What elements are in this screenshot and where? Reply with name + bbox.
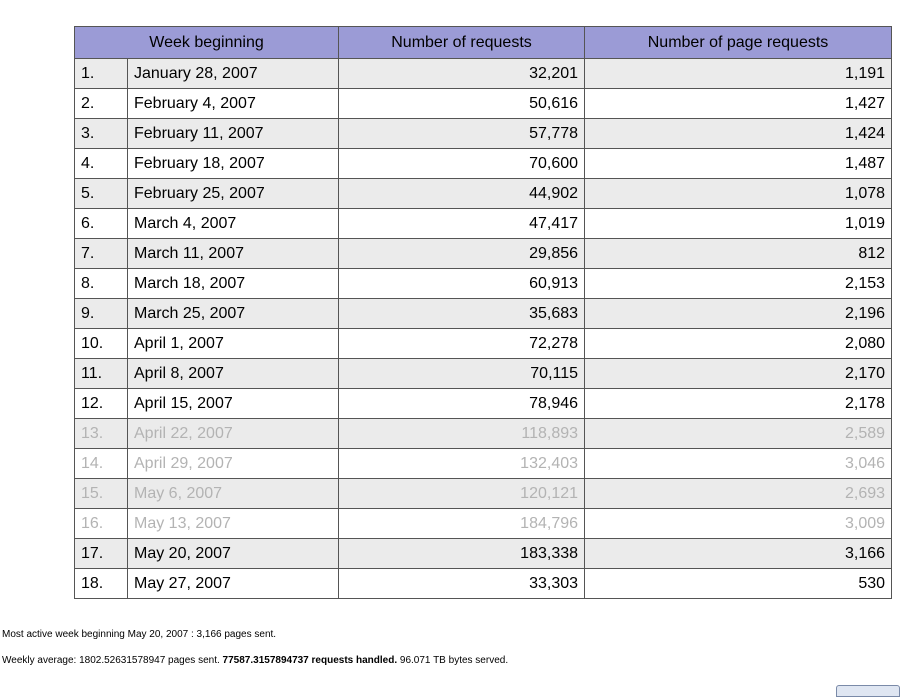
table-row bbox=[75, 479, 892, 509]
week-beginning-cell: April 8, 2007 bbox=[128, 359, 339, 389]
week-beginning-cell: February 18, 2007 bbox=[128, 149, 339, 179]
row-index: 14. bbox=[75, 449, 128, 479]
page-requests-cell: 3,046 bbox=[585, 449, 892, 479]
page-requests-cell: 812 bbox=[585, 239, 892, 269]
page-requests-cell: 3,009 bbox=[585, 509, 892, 539]
week-beginning-cell: February 25, 2007 bbox=[128, 179, 339, 209]
row-index: 2. bbox=[75, 89, 128, 119]
table-row bbox=[75, 329, 892, 359]
average-pages-text: Weekly average: 1802.52631578947 pages sent. bbox=[2, 655, 220, 666]
table-body bbox=[75, 59, 892, 599]
row-index: 12. bbox=[75, 389, 128, 419]
row-index: 6. bbox=[75, 209, 128, 239]
row-index: 17. bbox=[75, 539, 128, 569]
table-row bbox=[75, 539, 892, 569]
requests-cell: 33,303 bbox=[339, 569, 585, 599]
week-beginning-cell: March 4, 2007 bbox=[128, 209, 339, 239]
row-index: 10. bbox=[75, 329, 128, 359]
requests-cell: 47,417 bbox=[339, 209, 585, 239]
table-row bbox=[75, 359, 892, 389]
row-index: 7. bbox=[75, 239, 128, 269]
week-beginning-cell: May 20, 2007 bbox=[128, 539, 339, 569]
page-requests-cell: 1,019 bbox=[585, 209, 892, 239]
week-beginning-cell: January 28, 2007 bbox=[128, 59, 339, 89]
requests-cell: 70,115 bbox=[339, 359, 585, 389]
table-row bbox=[75, 149, 892, 179]
row-index: 11. bbox=[75, 359, 128, 389]
most-active-week-text: Most active week beginning May 20, 2007 : 3,166 pages sent. bbox=[2, 629, 277, 640]
row-index: 9. bbox=[75, 299, 128, 329]
header-number-of-requests: Number of requests bbox=[339, 27, 585, 59]
header-week-beginning: Week beginning bbox=[75, 27, 339, 59]
row-index: 13. bbox=[75, 419, 128, 449]
table-header-row bbox=[75, 27, 892, 59]
requests-cell: 184,796 bbox=[339, 509, 585, 539]
table-row bbox=[75, 209, 892, 239]
table-row bbox=[75, 509, 892, 539]
page-requests-cell: 2,196 bbox=[585, 299, 892, 329]
requests-cell: 60,913 bbox=[339, 269, 585, 299]
requests-cell: 35,683 bbox=[339, 299, 585, 329]
requests-cell: 50,616 bbox=[339, 89, 585, 119]
table-row bbox=[75, 299, 892, 329]
week-beginning-cell: March 11, 2007 bbox=[128, 239, 339, 269]
row-index: 3. bbox=[75, 119, 128, 149]
page-requests-cell: 1,078 bbox=[585, 179, 892, 209]
requests-cell: 78,946 bbox=[339, 389, 585, 419]
table-row bbox=[75, 179, 892, 209]
week-beginning-cell: February 11, 2007 bbox=[128, 119, 339, 149]
requests-cell: 183,338 bbox=[339, 539, 585, 569]
requests-cell: 132,403 bbox=[339, 449, 585, 479]
requests-cell: 118,893 bbox=[339, 419, 585, 449]
table-row bbox=[75, 89, 892, 119]
corner-button[interactable] bbox=[836, 685, 900, 697]
requests-cell: 29,856 bbox=[339, 239, 585, 269]
week-beginning-cell: April 1, 2007 bbox=[128, 329, 339, 359]
weekly-average-text bbox=[2, 655, 508, 666]
requests-cell: 44,902 bbox=[339, 179, 585, 209]
page-requests-cell: 1,424 bbox=[585, 119, 892, 149]
page-requests-cell: 1,487 bbox=[585, 149, 892, 179]
requests-cell: 72,278 bbox=[339, 329, 585, 359]
requests-cell: 32,201 bbox=[339, 59, 585, 89]
table-row bbox=[75, 119, 892, 149]
row-index: 15. bbox=[75, 479, 128, 509]
page-requests-cell: 2,589 bbox=[585, 419, 892, 449]
page-requests-cell: 530 bbox=[585, 569, 892, 599]
requests-cell: 57,778 bbox=[339, 119, 585, 149]
table-row bbox=[75, 389, 892, 419]
page-requests-cell: 2,080 bbox=[585, 329, 892, 359]
week-beginning-cell: April 29, 2007 bbox=[128, 449, 339, 479]
requests-cell: 120,121 bbox=[339, 479, 585, 509]
row-index: 8. bbox=[75, 269, 128, 299]
page-requests-cell: 1,427 bbox=[585, 89, 892, 119]
week-beginning-cell: April 22, 2007 bbox=[128, 419, 339, 449]
requests-cell: 70,600 bbox=[339, 149, 585, 179]
row-index: 18. bbox=[75, 569, 128, 599]
week-beginning-cell: May 6, 2007 bbox=[128, 479, 339, 509]
table-row bbox=[75, 239, 892, 269]
average-requests-text: 77587.3157894737 requests handled. bbox=[222, 655, 398, 666]
page-requests-cell: 2,178 bbox=[585, 389, 892, 419]
table-row bbox=[75, 449, 892, 479]
page-requests-cell: 2,170 bbox=[585, 359, 892, 389]
row-index: 5. bbox=[75, 179, 128, 209]
week-beginning-cell: February 4, 2007 bbox=[128, 89, 339, 119]
average-bytes-text: 96.071 TB bytes served. bbox=[399, 655, 509, 666]
page-requests-cell: 2,153 bbox=[585, 269, 892, 299]
weekly-stats-table bbox=[74, 26, 892, 599]
page-requests-cell: 1,191 bbox=[585, 59, 892, 89]
table-row bbox=[75, 59, 892, 89]
page-requests-cell: 2,693 bbox=[585, 479, 892, 509]
week-beginning-cell: May 13, 2007 bbox=[128, 509, 339, 539]
table-row bbox=[75, 269, 892, 299]
table-row bbox=[75, 569, 892, 599]
week-beginning-cell: March 25, 2007 bbox=[128, 299, 339, 329]
row-index: 4. bbox=[75, 149, 128, 179]
table-row bbox=[75, 419, 892, 449]
row-index: 16. bbox=[75, 509, 128, 539]
page-requests-cell: 3,166 bbox=[585, 539, 892, 569]
week-beginning-cell: May 27, 2007 bbox=[128, 569, 339, 599]
row-index: 1. bbox=[75, 59, 128, 89]
week-beginning-cell: April 15, 2007 bbox=[128, 389, 339, 419]
week-beginning-cell: March 18, 2007 bbox=[128, 269, 339, 299]
header-number-of-page-requests: Number of page requests bbox=[585, 27, 892, 59]
